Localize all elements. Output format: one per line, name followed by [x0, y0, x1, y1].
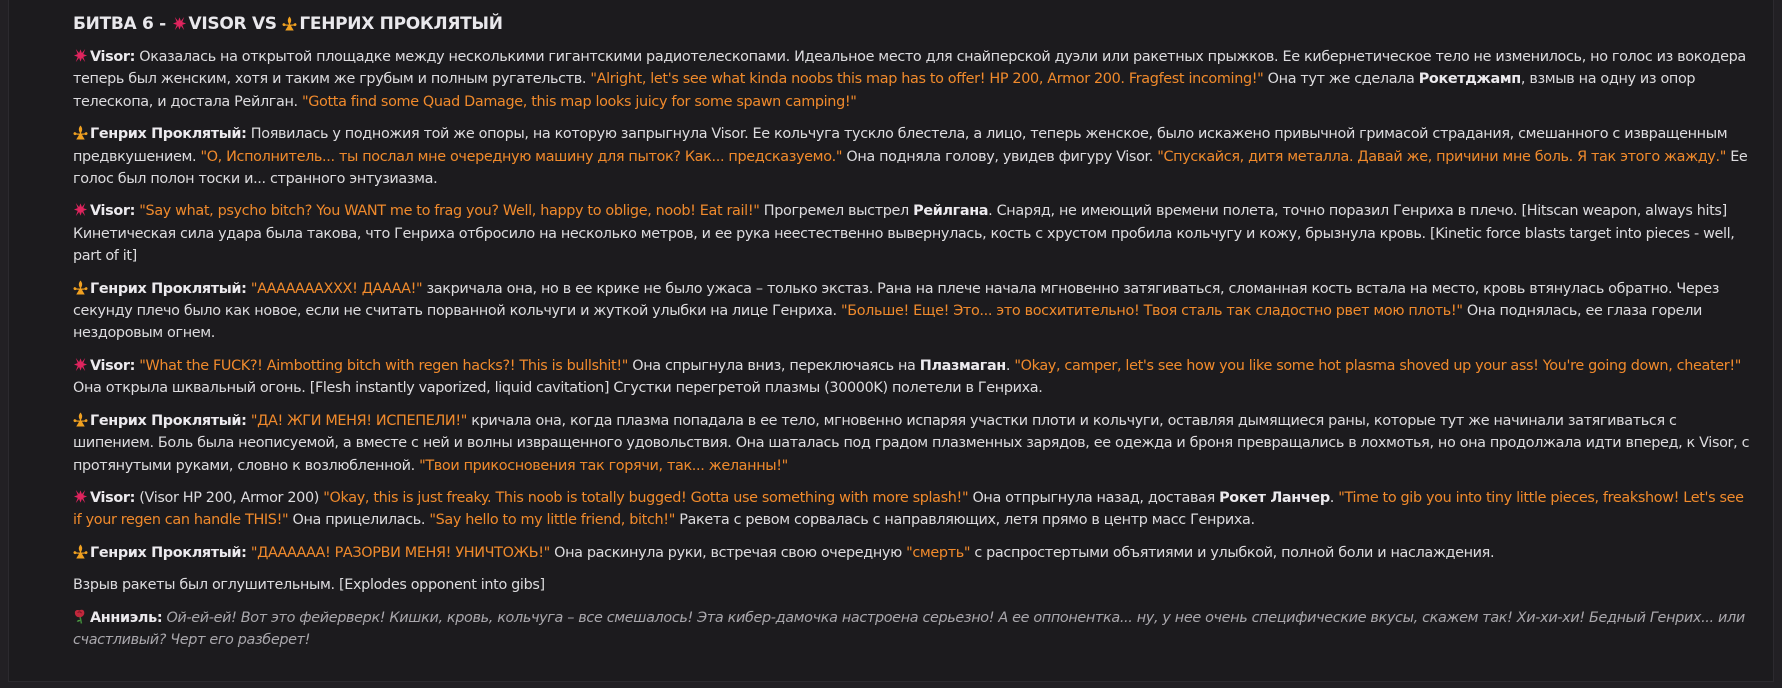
battle-title — [73, 11, 1763, 37]
anger-symbol-icon — [73, 489, 88, 504]
post-10 — [73, 607, 1753, 652]
narration-text: . — [1329, 489, 1339, 506]
narration-text: с распростертыми объятиями и улыбкой, полной боли и наслаждения. — [970, 544, 1495, 561]
posts-list — [73, 46, 1763, 651]
narration-text: , взмыв на одну из опор телескопа, и достала Рейлган. — [73, 71, 1696, 110]
narration-text: Она раскинула руки, встречая свою очередную — [549, 544, 907, 561]
narration-text: Появилась у подножия той же опоры, на которую запрыгнула Visor. Ее кольчуга тускло блестела, а лицо, теперь женское, было искажено привычной гримасой страдания, смешанного с извращенным предвкушением. — [73, 126, 1728, 165]
fleur-de-lis-icon — [282, 16, 297, 31]
narration-text: Взрыв ракеты был оглушительным. [Explodes opponent into gibs] — [73, 577, 545, 594]
narration-text: (Visor HP 200, Armor 200) — [135, 489, 324, 506]
narration-text: Она отпрыгнула назад, доставая — [968, 489, 1220, 506]
speaker-name: Генрих Проклятый: — [90, 126, 247, 143]
post-8 — [73, 542, 1753, 564]
fighter2-name: ГЕНРИХ ПРОКЛЯТЫЙ — [299, 14, 503, 34]
narration-text: . Снаряд, не имеющий времени полета, точно поразил Генриха в плечо. [Hitscan weapon, always hits] Кинетическая сила удара была такова, что Генриха отбросило на несколько метров, и ее рука неестественно вывернулась, кость с хрустом пробила кольчугу и кожу, брызнула кровь. [Kinetic force blasts target into pieces - well, part of it] — [73, 203, 1735, 265]
quote-text: "АААААААХХХ! ДАААА!" — [250, 280, 423, 297]
speaker-name: Генрих Проклятый: — [90, 412, 247, 429]
quote-text: "Больше! Еще! Это... это восхитительно! Твоя сталь так сладостно рвет мою плоть!" — [840, 303, 1463, 320]
narration-text: Она спрыгнула вниз, переключаясь на — [628, 357, 920, 374]
quote-text: "смерть" — [906, 544, 971, 561]
narration-text: Она поднялась, ее глаза горели нездоровым огнем. — [73, 303, 1703, 342]
narration-text: Она тут же сделала — [1263, 71, 1419, 88]
narration-text: Ракета с ревом сорвалась с направляющих, летя прямо в центр масс Генриха. — [675, 512, 1255, 529]
weapon-name: Рейлгана — [913, 203, 989, 220]
quote-text: "Спускайся, дитя металла. Давай же, причини мне боль. Я так этого жажду." — [1157, 148, 1726, 165]
narration-text: кричала она, когда плазма попадала в ее тело, мгновенно испаряя участки плоти и кольчуги, оставляя дымящиеся раны, которые тут же начинали затягиваться с шипением. Боль была неописуемой, а вместе с ней и волны извращенного удовольствия. Она шаталась под градом плазменных зарядов, ее одежда и броня превращались в лохмотья, но она продолжала идти вперед, к Visor, с протянутыми руками, словно к возлюбленной. — [73, 412, 1750, 474]
narration-text: Она прицелилась. — [288, 512, 430, 529]
post-7 — [73, 487, 1753, 532]
commentary-text: Ой-ей-ей! Вот это фейерверк! Кишки, кровь, кольчуга – все смешалось! Эта кибер-дамочка настроена серьезно! А ее оппонентка... ну, у нее очень специфические вкусы, скажем так! Хи-хи-хи! Бедный Генрих... или счастливый? Черт его разберет! — [73, 609, 1745, 648]
quote-text: "Time to gib you into tiny little pieces, freakshow! Let's see if your regen can handle THIS!" — [73, 489, 1744, 529]
narration-text: . — [1005, 357, 1015, 374]
post-1 — [73, 46, 1753, 113]
anger-symbol-icon — [73, 357, 88, 372]
speaker-name: Генрих Проклятый: — [90, 280, 247, 297]
quote-text: "Okay, this is just freaky. This noob is totally bugged! Gotta use something with more splash!" — [323, 489, 969, 506]
title-prefix: БИТВА 6 - — [73, 14, 172, 34]
narration-text: Оказалась на открытой площадке между несколькими гигантскими радиотелескопами. Идеальное место для снайперской дуэли или ракетных прыжков. Ее кибернетическое тело не изменилось, но голос из вокодера теперь был женским, хотя и таким же грубым и полным ругательств. — [73, 49, 1746, 88]
speaker-name: Visor: — [90, 49, 136, 65]
post-2 — [73, 123, 1753, 190]
fleur-de-lis-icon — [73, 544, 88, 559]
narration-text: Она открыла шквальный огонь. [Flesh instantly vaporized, liquid cavitation] Сгустки перегретой плазмы (30000K) полетели в Генриха. — [73, 380, 1043, 397]
fleur-de-lis-icon — [73, 412, 88, 427]
rose-icon — [73, 609, 88, 624]
weapon-name: Рокет Ланчер — [1219, 489, 1330, 506]
battle-log — [73, 8, 1763, 651]
fighter1-name: VISOR — [188, 14, 247, 34]
quote-text: "What the FUCK?! Aimbotting bitch with regen hacks?! This is bullshit!" — [139, 357, 629, 374]
fleur-de-lis-icon — [73, 125, 88, 140]
speaker-name: Visor: — [90, 489, 136, 506]
narration-text: Ее голос был полон тоски и... странного энтузиазма. — [73, 148, 1748, 188]
quote-text: "Say what, psycho bitch? You WANT me to frag you? Well, happy to oblige, noob! Eat rail!" — [139, 203, 760, 220]
fleur-de-lis-icon — [73, 280, 88, 295]
quote-text: "Твои прикосновения так горячи, так... желанны!" — [419, 457, 788, 474]
narration-text: Она подняла голову, увидев фигуру Visor. — [842, 148, 1158, 165]
narration-text: закричала она, но в ее крике не было ужаса – только экстаз. Рана на плече начала мгновенно затягиваться, сломанная кость встала на место, кровь втянулась обратно. Через секунду плечо было как новое, если не считать порванной кольчуги и жуткой улыбки на лице Генриха. — [73, 280, 1720, 320]
weapon-name: Плазмаган — [919, 357, 1006, 374]
chat-message-frame — [8, 0, 1774, 682]
anger-symbol-icon — [172, 16, 187, 31]
speaker-name: Visor: — [90, 203, 136, 220]
quote-text: "О, Исполнитель... ты послал мне очередную машину для пыток? Как... предсказуемо." — [200, 148, 843, 165]
narration-text: Прогремел выстрел — [759, 203, 914, 220]
quote-text: "Say hello to my little friend, bitch!" — [429, 512, 675, 529]
post-5 — [73, 355, 1753, 400]
anger-symbol-icon — [73, 48, 88, 63]
post-4 — [73, 278, 1753, 345]
speaker-name: Visor: — [90, 357, 136, 374]
vs-label: VS — [246, 14, 283, 34]
quote-text: "ДАААААА! РАЗОРВИ МЕНЯ! УНИЧТОЖЬ!" — [250, 544, 550, 561]
post-3 — [73, 200, 1753, 267]
quote-text: "Alright, let's see what kinda noobs this map has to offer! HP 200, Armor 200. Fragfest incoming!" — [590, 71, 1264, 88]
quote-text: "Gotta find some Quad Damage, this map looks juicy for some spawn camping!" — [301, 93, 857, 110]
speaker-name: Генрих Проклятый: — [90, 544, 247, 561]
speaker-name: Анниэль: — [90, 609, 163, 626]
quote-text: "ДА! ЖГИ МЕНЯ! ИСПЕПЕЛИ!" — [250, 412, 468, 429]
quote-text: "Okay, camper, let's see how you like some hot plasma shoved up your ass! You're going down, cheater!" — [1014, 357, 1742, 374]
post-6 — [73, 410, 1753, 477]
post-9 — [73, 574, 1753, 596]
weapon-name: Рокетджамп — [1418, 71, 1521, 88]
anger-symbol-icon — [73, 202, 88, 217]
